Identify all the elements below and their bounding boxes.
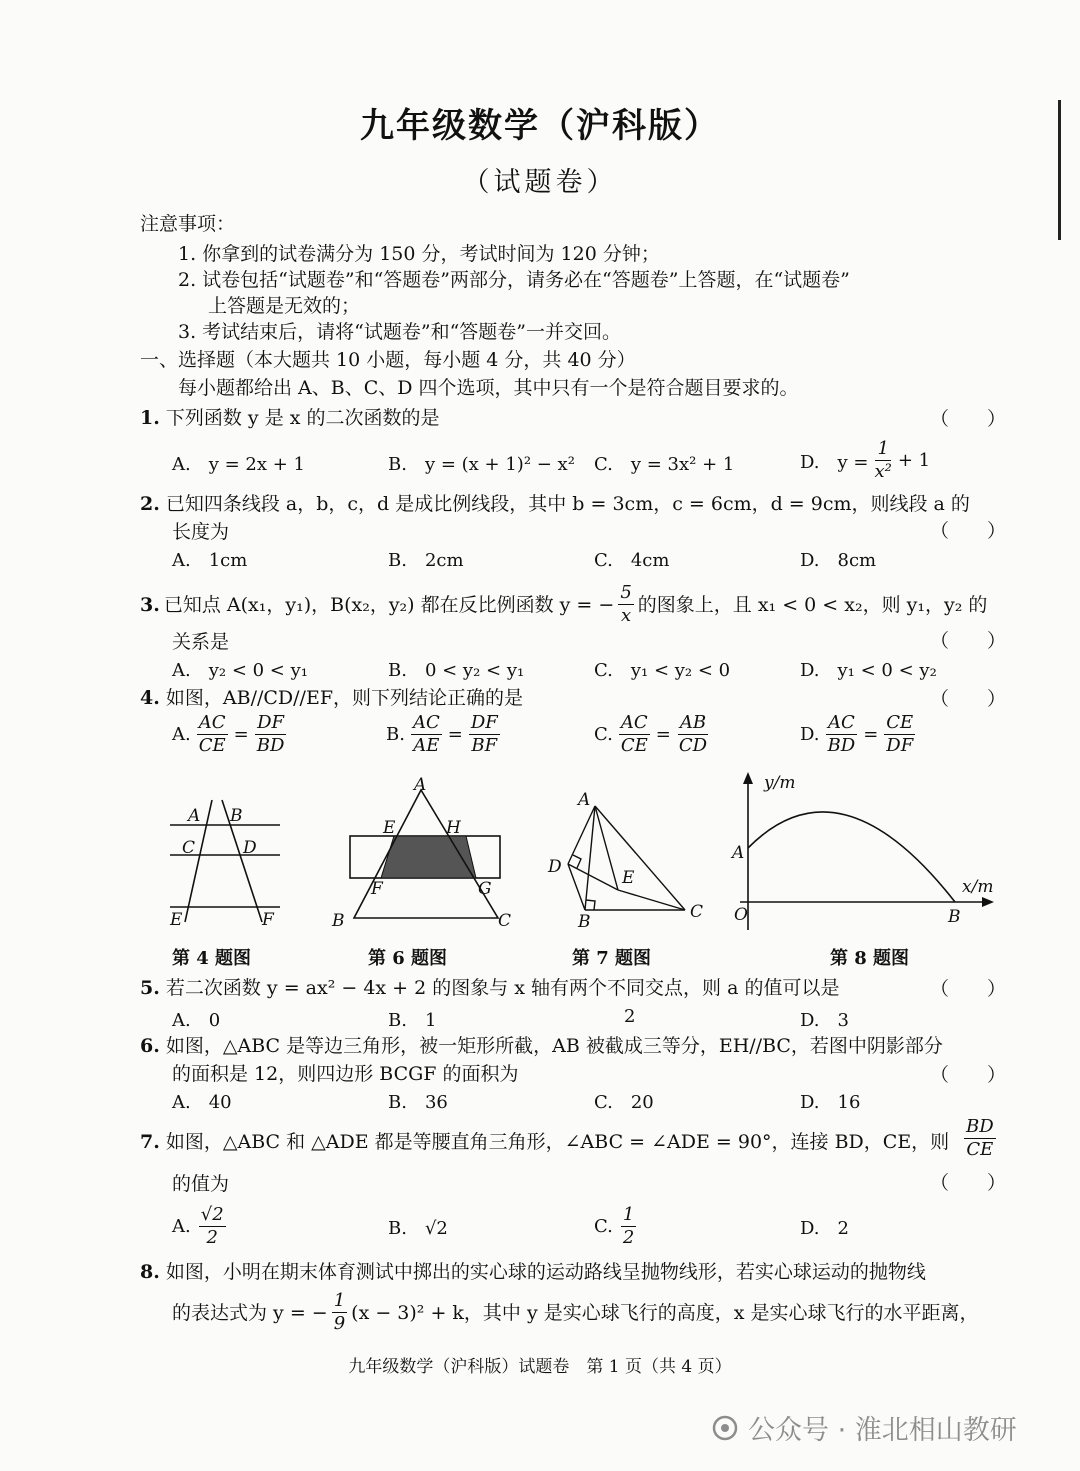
option-b: B. √2 bbox=[388, 1218, 448, 1239]
label-b: B bbox=[948, 907, 961, 927]
y-axis-arrow bbox=[743, 772, 753, 784]
wechat-icon bbox=[712, 1415, 738, 1441]
option-b: B. 0 < y₂ < y₁ bbox=[388, 660, 525, 681]
label-g: G bbox=[478, 879, 492, 899]
fraction: $\frac{AC}{CE}$ bbox=[620, 712, 648, 756]
option-label: A. bbox=[172, 724, 191, 745]
figures-row bbox=[140, 770, 1040, 970]
option-a bbox=[172, 1204, 226, 1249]
option-d: D. 16 bbox=[800, 1092, 861, 1113]
trajectory-curve bbox=[748, 812, 955, 902]
label-b: B bbox=[230, 806, 243, 826]
question-text: 如图，AB//CD//EF，则下列结论正确的是 bbox=[165, 687, 524, 709]
fraction: $\frac{CE}{DF}$ bbox=[886, 712, 914, 756]
equals-sign: = bbox=[447, 724, 463, 745]
segment-ce bbox=[618, 890, 685, 910]
right-angle-mark-d bbox=[573, 855, 581, 868]
label-c: C bbox=[498, 911, 512, 931]
watermark bbox=[712, 1408, 1017, 1447]
question-6-stem bbox=[140, 1032, 943, 1060]
option-label: A. bbox=[172, 1216, 191, 1237]
question-number: 2. bbox=[140, 493, 160, 515]
page-footer: 九年级数学（沪科版）试题卷 第 1 页（共 4 页） bbox=[348, 1357, 732, 1377]
fraction: $\frac{1}{2}$ bbox=[622, 1204, 635, 1248]
page-title: 九年级数学（沪科版） bbox=[360, 106, 720, 146]
fraction: $\frac{AC}{CE}$ bbox=[198, 712, 226, 756]
option-c: C. 4cm bbox=[594, 550, 670, 571]
notice-heading: 注意事项： bbox=[140, 213, 236, 235]
question-number: 7. bbox=[140, 1131, 160, 1153]
equals-sign: = bbox=[655, 724, 671, 745]
figure-7-isosceles-right-triangles bbox=[568, 806, 685, 910]
question-text: 如图，△ABC 和 △ADE 都是等腰直角三角形，∠ABC = ∠ADE = 90°，连接 BD，CE，则 bbox=[165, 1131, 950, 1153]
label-y-axis: y/m bbox=[764, 773, 796, 793]
notice-item: 1. 你拿到的试卷满分为 150 分，考试时间为 120 分钟； bbox=[178, 243, 660, 265]
option-d bbox=[800, 438, 930, 483]
option-text: D. y = bbox=[800, 451, 869, 473]
option-label: C. bbox=[594, 1216, 613, 1237]
option-c bbox=[594, 712, 709, 757]
question-text: 如图，△ABC 是等边三角形，被一矩形所截，AB 被截成三等分，EH//BC，若图中阴影部分 bbox=[165, 1035, 943, 1057]
equals-sign: = bbox=[233, 724, 249, 745]
question-8-line2 bbox=[172, 1290, 978, 1335]
label-a: A bbox=[732, 843, 745, 863]
option-d: D. 2 bbox=[800, 1218, 849, 1239]
question-text: 的图象上，且 x₁ < 0 < x₂，则 y₁，y₂ 的 bbox=[637, 593, 988, 616]
option-a: A. y = 2x + 1 bbox=[172, 454, 305, 475]
question-text: 的表达式为 y = − bbox=[172, 1301, 328, 1324]
option-label: D. bbox=[800, 724, 820, 745]
option-c: C. 20 bbox=[594, 1092, 654, 1113]
question-text: 若二次函数 y = ax² − 4x + 2 的图象与 x 轴有两个不同交点，则 a 的值可以是 bbox=[165, 977, 840, 999]
right-angle-mark-b bbox=[586, 900, 595, 910]
option-b: B. 1 bbox=[388, 1010, 437, 1031]
notice-item: 2. 试卷包括“试题卷”和“答题卷”两部分，请务必在“答题卷”上答题，在“试题卷” bbox=[178, 269, 850, 291]
segment-ac bbox=[595, 806, 685, 910]
label-d: D bbox=[548, 857, 562, 877]
fraction: $\frac{√2}{2}$ bbox=[200, 1204, 224, 1248]
figure-caption: 第 7 题图 bbox=[572, 948, 652, 969]
question-number: 1. bbox=[140, 407, 160, 429]
label-d: D bbox=[243, 838, 257, 858]
fraction: $\frac{AC}{BD}$ bbox=[827, 712, 856, 756]
answer-bracket: （ ） bbox=[930, 1064, 1007, 1086]
section-instruction: 每小题都给出 A、B、C、D 四个选项，其中只有一个是符合题目要求的。 bbox=[178, 377, 799, 399]
option-a: A. 40 bbox=[172, 1092, 232, 1113]
question-1-stem bbox=[140, 404, 440, 432]
figure-caption: 第 4 题图 bbox=[172, 948, 252, 969]
label-x-axis: x/m bbox=[962, 877, 994, 897]
fraction: $\frac{5}{x}$ bbox=[620, 582, 632, 626]
fraction: $\frac{DF}{BF}$ bbox=[470, 712, 498, 756]
label-a: A bbox=[188, 806, 201, 826]
fraction: $\frac{AB}{CD}$ bbox=[678, 712, 708, 756]
question-text: (x − 3)² + k，其中 y 是实心球飞行的高度，x 是实心球飞行的水平距离， bbox=[351, 1301, 979, 1324]
fraction: $\frac{DF}{BD}$ bbox=[256, 712, 285, 756]
answer-bracket: （ ） bbox=[930, 688, 1007, 710]
label-e: E bbox=[170, 910, 183, 930]
question-number: 8. bbox=[140, 1261, 160, 1283]
question-number: 6. bbox=[140, 1035, 160, 1057]
option-c: C. y₁ < y₂ < 0 bbox=[594, 660, 731, 681]
option-d: D. y₁ < 0 < y₂ bbox=[800, 660, 937, 681]
question-7-stem bbox=[140, 1128, 949, 1156]
label-f: F bbox=[262, 910, 274, 930]
option-d: D. 3 bbox=[800, 1010, 849, 1031]
option-a: A. 0 bbox=[172, 1010, 221, 1031]
option-c: C. y = 3x² + 1 bbox=[594, 454, 735, 475]
question-number: 5. bbox=[140, 977, 160, 999]
answer-bracket: （ ） bbox=[930, 408, 1007, 430]
question-4-stem bbox=[140, 684, 523, 712]
question-5-stem bbox=[140, 974, 839, 1002]
answer-bracket: （ ） bbox=[930, 630, 1007, 652]
fraction: $\frac{AC}{AE}$ bbox=[412, 712, 440, 756]
watermark-text: 公众号 · 淮北相山教研 bbox=[748, 1415, 1017, 1446]
question-3-stem bbox=[140, 582, 987, 627]
question-text: 如图，小明在期末体育测试中掷出的实心球的运动路线呈抛物线形，若实心球运动的抛物线 bbox=[165, 1261, 926, 1283]
fraction: $\frac{1}{9}$ bbox=[333, 1290, 346, 1334]
question-text: 下列函数 y 是 x 的二次函数的是 bbox=[165, 407, 440, 429]
option-c: 2 bbox=[624, 1006, 636, 1027]
option-text: + 1 bbox=[897, 450, 931, 471]
label-o: O bbox=[734, 905, 748, 925]
question-7-fraction: $\frac{BD}{CE}$ bbox=[966, 1116, 994, 1160]
section-heading: 一、选择题（本大题共 10 小题，每小题 4 分，共 40 分） bbox=[140, 349, 636, 371]
figure-caption: 第 6 题图 bbox=[368, 948, 448, 969]
label-a: A bbox=[414, 775, 427, 795]
question-text: 的值为 bbox=[172, 1173, 230, 1195]
label-e: E bbox=[383, 818, 396, 838]
label-f: F bbox=[371, 879, 383, 899]
question-8-stem bbox=[140, 1258, 926, 1286]
option-b: B. 36 bbox=[388, 1092, 448, 1113]
answer-bracket: （ ） bbox=[930, 1172, 1007, 1194]
equals-sign: = bbox=[863, 724, 879, 745]
label-c: C bbox=[690, 902, 704, 922]
notice-item: 3. 考试结束后，请将“试题卷”和“答题卷”一并交回。 bbox=[178, 321, 622, 343]
label-c: C bbox=[182, 838, 196, 858]
option-d: D. 8cm bbox=[800, 550, 877, 571]
option-c bbox=[594, 1204, 636, 1249]
page-subtitle: （试题卷） bbox=[462, 167, 618, 198]
option-b: B. y = (x + 1)² − x² bbox=[388, 454, 575, 475]
label-b: B bbox=[332, 911, 345, 931]
answer-bracket: （ ） bbox=[930, 520, 1007, 542]
option-b: B. 2cm bbox=[388, 550, 464, 571]
answer-bracket: （ ） bbox=[930, 978, 1007, 1000]
question-text: 已知四条线段 a，b，c，d 是成比例线段，其中 b = 3cm，c = 6cm，d = 9cm，则线段 a 的 bbox=[165, 493, 970, 515]
segment-ab bbox=[585, 806, 595, 910]
option-a: A. 1cm bbox=[172, 550, 248, 571]
label-a: A bbox=[578, 790, 591, 810]
question-number: 3. bbox=[140, 593, 160, 616]
question-text: 长度为 bbox=[172, 521, 230, 543]
option-b bbox=[386, 712, 500, 757]
option-a bbox=[172, 712, 286, 757]
label-e: E bbox=[622, 868, 635, 888]
figure-4-parallel-lines bbox=[170, 800, 280, 922]
label-b: B bbox=[578, 912, 591, 932]
option-label: B. bbox=[386, 724, 405, 745]
label-h: H bbox=[446, 818, 461, 838]
option-label: C. bbox=[594, 724, 613, 745]
notice-item: 上答题是无效的； bbox=[208, 295, 361, 317]
question-text: 已知点 A(x₁，y₁)，B(x₂，y₂) 都在反比例函数 y = − bbox=[163, 593, 615, 616]
question-2-stem bbox=[140, 490, 970, 518]
fraction: $\frac{1}{\text{x²}}$ bbox=[874, 438, 892, 482]
x-axis-arrow bbox=[982, 897, 994, 907]
question-text: 关系是 bbox=[172, 631, 230, 653]
figure-caption: 第 8 题图 bbox=[830, 948, 910, 969]
question-text: 的面积是 12，则四边形 BCGF 的面积为 bbox=[172, 1063, 519, 1085]
question-number: 4. bbox=[140, 687, 160, 709]
option-d bbox=[800, 712, 915, 757]
option-a: A. y₂ < 0 < y₁ bbox=[172, 660, 308, 681]
